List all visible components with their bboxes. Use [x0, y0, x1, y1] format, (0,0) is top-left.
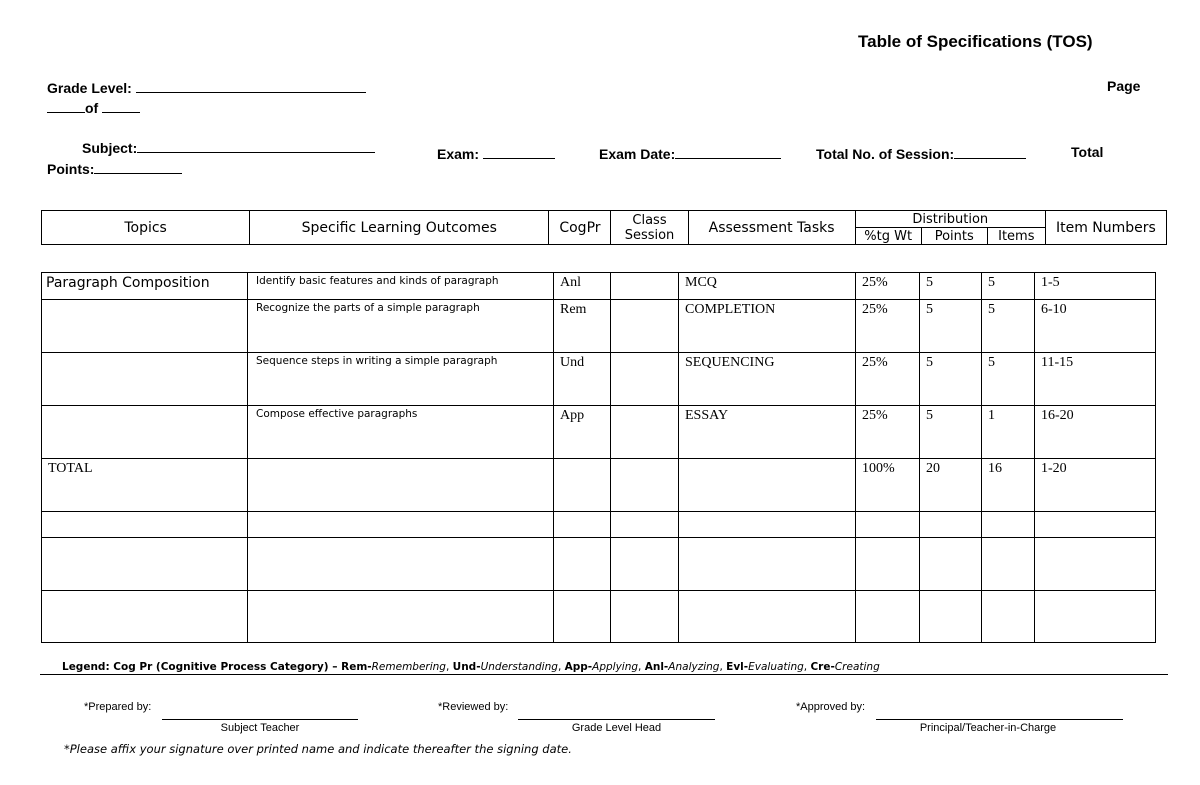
points-label: Points:: [47, 161, 95, 177]
table-row: [42, 459, 1156, 512]
reviewed-by-caption: Grade Level Head: [571, 722, 662, 734]
pct-cell[interactable]: 25%: [856, 300, 920, 353]
outcome-cell[interactable]: [248, 459, 554, 512]
cogpr-cell[interactable]: Und: [554, 353, 611, 406]
header-class-session: [611, 211, 688, 245]
pct-cell[interactable]: [856, 512, 920, 538]
pct-cell[interactable]: 25%: [856, 353, 920, 406]
items-cell[interactable]: 5: [982, 273, 1035, 300]
points-cell[interactable]: 5: [920, 406, 982, 459]
points-cell[interactable]: [920, 538, 982, 591]
header-pct-wt: %tg Wt: [855, 228, 921, 245]
cogpr-cell[interactable]: Rem: [554, 300, 611, 353]
legend-prefix: Legend: Cog Pr (Cognitive Process Category) –: [62, 661, 342, 673]
topic-cell[interactable]: [42, 353, 248, 406]
legend-cre-text: Creating: [834, 661, 880, 673]
numbers-cell[interactable]: 11-15: [1035, 353, 1156, 406]
approved-by-signature-line[interactable]: [876, 719, 1123, 720]
subject-label: Subject:: [82, 140, 138, 156]
pct-cell[interactable]: 25%: [856, 273, 920, 300]
cogpr-cell[interactable]: Anl: [554, 273, 611, 300]
pct-cell[interactable]: 100%: [856, 459, 920, 512]
numbers-cell[interactable]: 6-10: [1035, 300, 1156, 353]
prepared-by-label: *Prepared by:: [84, 701, 152, 713]
header-class-session-line2: Session: [624, 227, 675, 243]
grade-level-blank[interactable]: [136, 78, 366, 93]
points-cell[interactable]: 5: [920, 273, 982, 300]
topic-cell[interactable]: [42, 300, 248, 353]
cogpr-cell[interactable]: App: [554, 406, 611, 459]
task-cell[interactable]: ESSAY: [679, 406, 856, 459]
outcome-cell[interactable]: Identify basic features and kinds of paragraph: [248, 273, 554, 300]
legend-cre: Cre-: [810, 661, 835, 673]
numbers-cell[interactable]: [1035, 591, 1156, 643]
table-row: [42, 406, 1156, 459]
total-sessions-label: Total No. of Session:: [816, 146, 955, 162]
items-cell[interactable]: [982, 512, 1035, 538]
legend-evl-text: Evaluating: [748, 661, 804, 673]
approved-by-caption: Principal/Teacher-in-Charge: [919, 722, 1057, 734]
page-of-field[interactable]: [47, 98, 140, 116]
points-cell[interactable]: [920, 512, 982, 538]
cogpr-cell[interactable]: [554, 459, 611, 512]
page-total-blank[interactable]: [102, 98, 140, 113]
cogpr-cell[interactable]: [554, 538, 611, 591]
exam-blank[interactable]: [483, 144, 555, 159]
legend-rem-text: Remembering: [371, 661, 446, 673]
of-label: of: [85, 100, 99, 116]
outcome-cell[interactable]: [248, 512, 554, 538]
grade-level-field[interactable]: [47, 78, 366, 96]
session-cell[interactable]: [611, 591, 679, 643]
table-row: [42, 591, 1156, 643]
topic-cell[interactable]: Paragraph Composition: [42, 273, 248, 300]
exam-label: Exam:: [437, 146, 480, 162]
items-cell[interactable]: 5: [982, 300, 1035, 353]
topic-cell[interactable]: [42, 406, 248, 459]
cogpr-cell[interactable]: [554, 591, 611, 643]
header-cogpr: CogPr: [549, 211, 611, 245]
points-cell[interactable]: 5: [920, 353, 982, 406]
task-cell[interactable]: SEQUENCING: [679, 353, 856, 406]
signature-note: *Please affix your signature over printed name and indicate thereafter the signing date.: [64, 742, 572, 756]
outcome-cell[interactable]: Sequence steps in writing a simple paragraph: [248, 353, 554, 406]
task-cell[interactable]: COMPLETION: [679, 300, 856, 353]
legend-und-text: Understanding: [480, 661, 558, 673]
outcome-cell[interactable]: [248, 538, 554, 591]
session-cell[interactable]: [611, 273, 679, 300]
outcome-cell[interactable]: Recognize the parts of a simple paragraph: [248, 300, 554, 353]
items-cell[interactable]: 16: [982, 459, 1035, 512]
points-cell[interactable]: [920, 591, 982, 643]
numbers-cell[interactable]: 1-20: [1035, 459, 1156, 512]
specifications-table: [41, 272, 1156, 643]
topic-cell[interactable]: [42, 512, 248, 538]
approved-by-label: *Approved by:: [796, 701, 866, 713]
header-class-session-line1: Class: [632, 212, 667, 228]
task-cell[interactable]: [679, 538, 856, 591]
items-cell[interactable]: [982, 591, 1035, 643]
numbers-cell[interactable]: [1035, 538, 1156, 591]
session-cell[interactable]: [611, 459, 679, 512]
legend-rem: Rem-: [341, 661, 372, 673]
numbers-cell[interactable]: 16-20: [1035, 406, 1156, 459]
pct-cell[interactable]: 25%: [856, 406, 920, 459]
task-cell[interactable]: [679, 591, 856, 643]
pct-cell[interactable]: [856, 538, 920, 591]
items-cell[interactable]: 1: [982, 406, 1035, 459]
legend-anl-text: Analyzing: [668, 661, 720, 673]
header-distribution: Distribution: [855, 211, 1045, 228]
session-cell[interactable]: [611, 353, 679, 406]
header-outcomes: Specific Learning Outcomes: [250, 211, 549, 245]
task-cell[interactable]: [679, 459, 856, 512]
header-assessment: Assessment Tasks: [688, 211, 855, 245]
session-cell[interactable]: [611, 300, 679, 353]
total-label: Total: [1071, 144, 1104, 160]
header-points: Points: [921, 228, 987, 245]
reviewed-by-signature-line[interactable]: [518, 719, 715, 720]
points-blank[interactable]: [94, 159, 182, 174]
task-cell[interactable]: MCQ: [679, 273, 856, 300]
reviewed-by-label: *Reviewed by:: [438, 701, 509, 713]
session-cell[interactable]: [611, 538, 679, 591]
table-row: [42, 538, 1156, 591]
pct-cell[interactable]: [856, 591, 920, 643]
prepared-by-caption: Subject Teacher: [220, 722, 300, 734]
topic-cell[interactable]: [42, 538, 248, 591]
points-field[interactable]: [47, 159, 182, 177]
cogpr-cell[interactable]: [554, 512, 611, 538]
table-row: [42, 273, 1156, 300]
total-sessions-blank[interactable]: [954, 144, 1026, 159]
session-cell[interactable]: [611, 512, 679, 538]
header-topics: Topics: [42, 211, 250, 245]
column-header-table: [41, 210, 1167, 245]
outcome-cell[interactable]: Compose effective paragraphs: [248, 406, 554, 459]
legend-anl: Anl-: [644, 661, 669, 673]
total-sessions-field[interactable]: [816, 144, 1026, 162]
exam-date-field[interactable]: [599, 144, 781, 162]
legend-divider: [40, 674, 1168, 675]
exam-date-label: Exam Date:: [599, 146, 676, 162]
exam-date-blank[interactable]: [675, 144, 781, 159]
document-title: Table of Specifications (TOS): [858, 32, 1093, 51]
legend: Legend: Cog Pr (Cognitive Process Category) – Rem-Remembering, Und-Understanding, App-Applying, Anl-Analyzing, Evl-Evaluating, Cre-Creating: [62, 661, 880, 673]
header-item-numbers: Item Numbers: [1045, 211, 1166, 245]
table-row: [42, 512, 1156, 538]
header-items: Items: [987, 228, 1045, 245]
prepared-by-signature-line[interactable]: [162, 719, 358, 720]
grade-level-label: Grade Level:: [47, 80, 132, 96]
legend-app: App-: [564, 661, 593, 673]
numbers-cell[interactable]: [1035, 512, 1156, 538]
topic-cell[interactable]: TOTAL: [42, 459, 248, 512]
legend-und: Und-: [452, 661, 481, 673]
legend-app-text: Applying: [592, 661, 639, 673]
topic-cell[interactable]: [42, 591, 248, 643]
items-cell[interactable]: 5: [982, 353, 1035, 406]
page-label: Page: [1107, 78, 1141, 94]
exam-field[interactable]: [437, 144, 555, 162]
points-cell[interactable]: 5: [920, 300, 982, 353]
table-row: [42, 300, 1156, 353]
points-cell[interactable]: 20: [920, 459, 982, 512]
numbers-cell[interactable]: 1-5: [1035, 273, 1156, 300]
items-cell[interactable]: [982, 538, 1035, 591]
legend-evl: Evl-: [726, 661, 749, 673]
subject-field[interactable]: [82, 138, 375, 156]
task-cell[interactable]: [679, 512, 856, 538]
subject-blank[interactable]: [137, 138, 375, 153]
outcome-cell[interactable]: [248, 591, 554, 643]
session-cell[interactable]: [611, 406, 679, 459]
table-row: [42, 353, 1156, 406]
page-number-blank[interactable]: [47, 98, 85, 113]
